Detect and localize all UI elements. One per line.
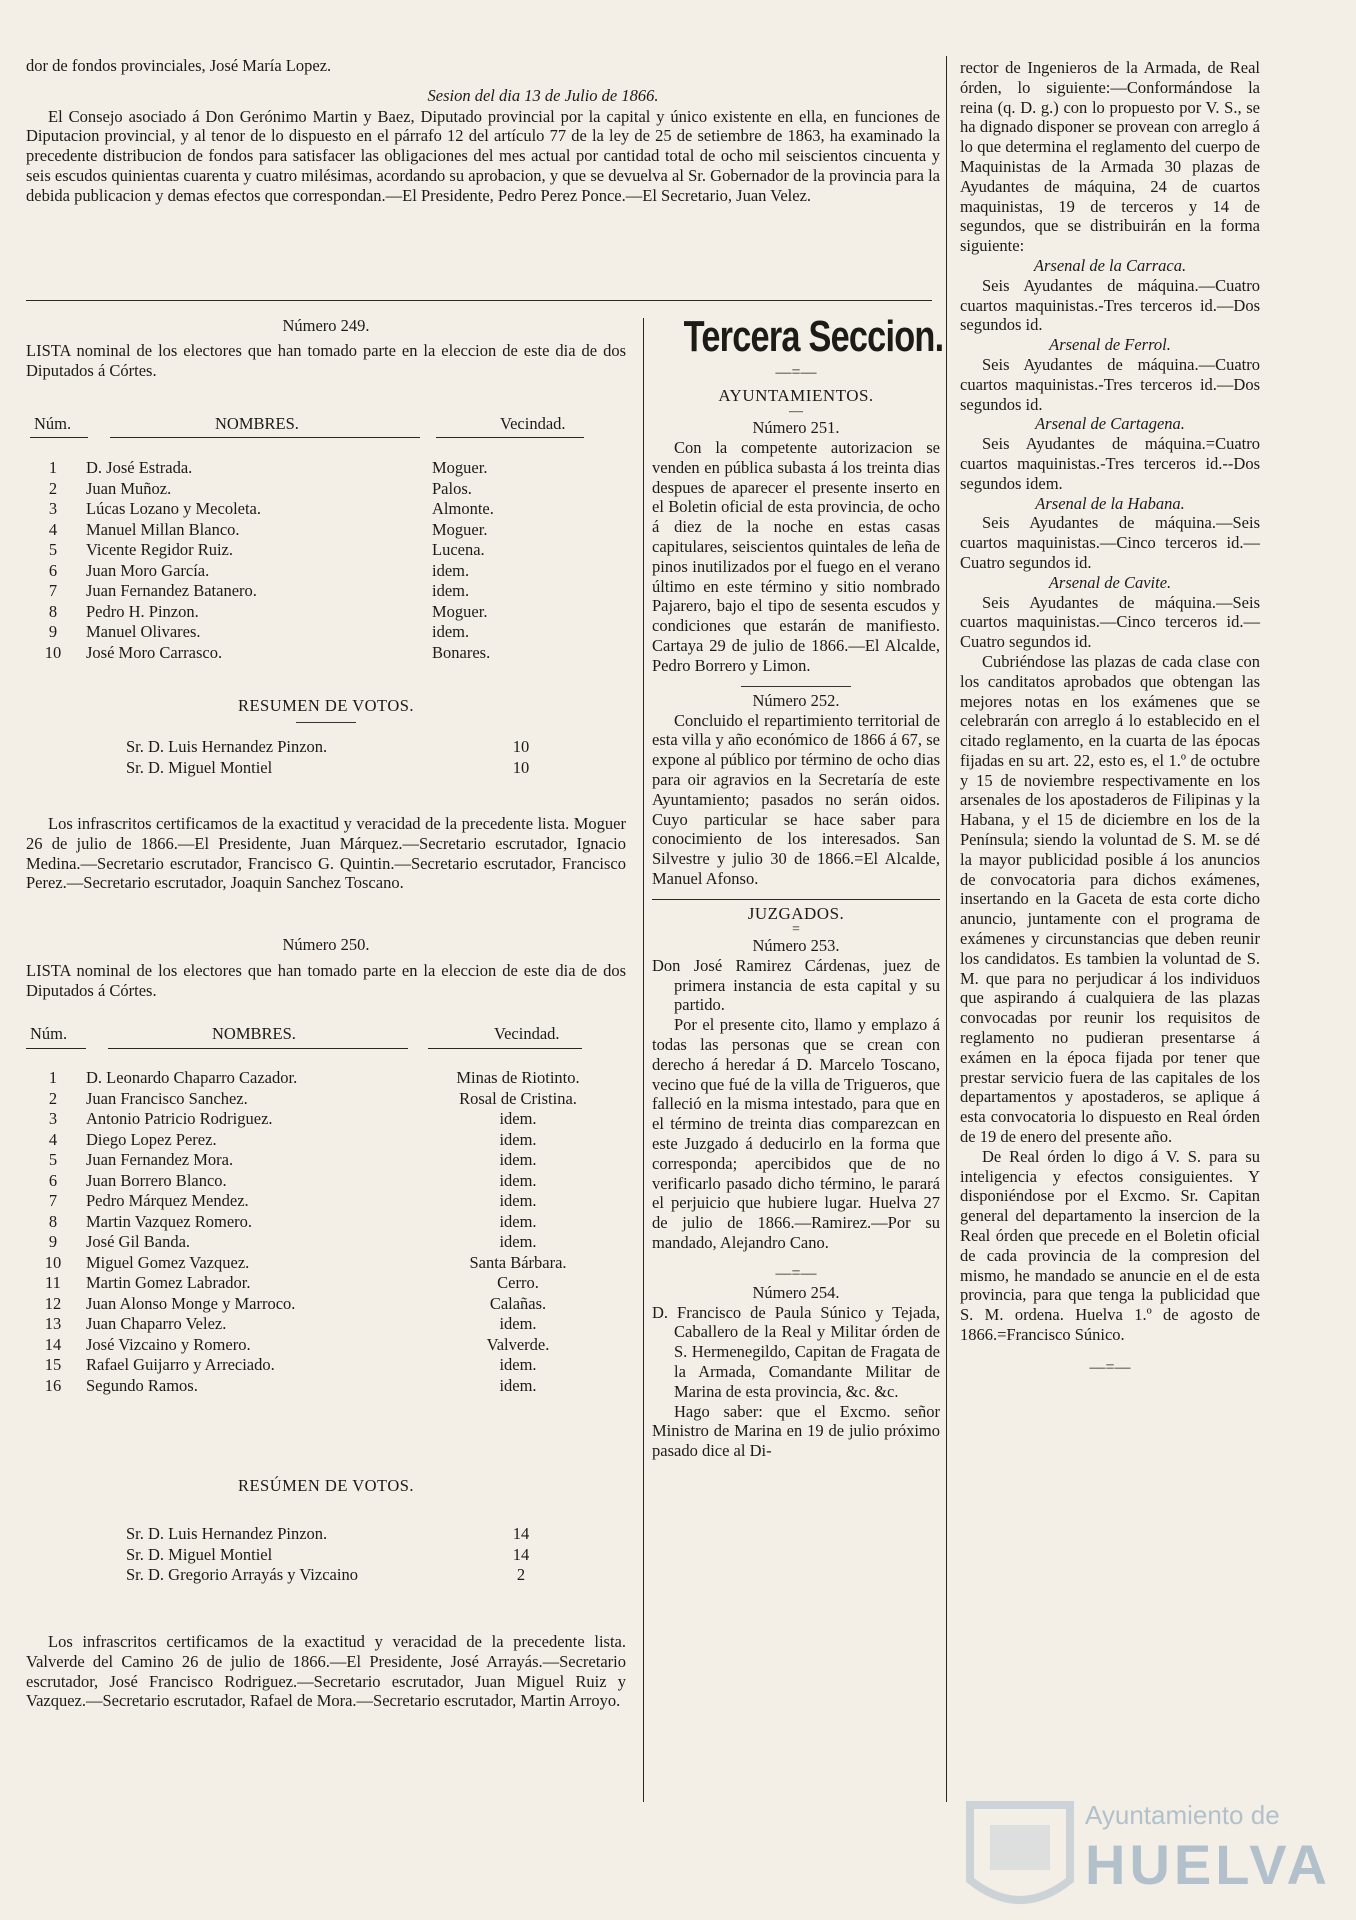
short-rule — [296, 722, 356, 723]
table-row — [30, 1150, 602, 1171]
row-name: Pedro Márquez Mendez. — [86, 1191, 249, 1210]
row-vecindad: Moguer. — [432, 458, 488, 477]
vote-count: 14 — [512, 1524, 530, 1543]
table-row — [30, 1191, 602, 1212]
header-rule — [110, 437, 420, 438]
notice-254-text: Hago saber: que el Excmo. señor Ministro de Marina en 19 de julio próximo pasado dice al Di- — [652, 1401, 940, 1461]
row-vecindad: idem. — [499, 1170, 537, 1190]
list-250-header-num: Núm. — [30, 1024, 68, 1043]
vote-count: 2 — [516, 1565, 526, 1584]
row-vecindad: idem. — [499, 1109, 537, 1128]
row-vecindad: idem. — [499, 1129, 537, 1149]
notice-254-number: Número 254. — [752, 1282, 840, 1302]
list-249-table — [30, 458, 582, 663]
table-row — [30, 1068, 602, 1089]
row-name: Vicente Regidor Ruiz. — [86, 540, 234, 559]
row-name: Manuel Millan Blanco. — [86, 519, 240, 539]
column-2 — [652, 312, 944, 1461]
row-number: 1 — [48, 1068, 58, 1087]
row-name: Juan Chaparro Velez. — [86, 1314, 227, 1333]
vote-row — [26, 758, 626, 779]
row-name: Martin Vazquez Romero. — [86, 1211, 253, 1231]
dash: — — [789, 404, 803, 419]
list-250-cert: Los infrascritos certificamos de la exactitud y veracidad de la precedente lista. Valverde del Camino 26 de julio de 1866.—El Presidente, José Arrayás.—Secretario escrutador, José Francisco Rodriguez.—Secretario escrutador, Juan Miguel Ruiz y Vazquez.—Secretario escrutador, Rafael de Mora.—Secretario escrutador, Martin Arroyo. — [26, 1632, 626, 1711]
row-vecindad: Moguer. — [432, 519, 488, 539]
table-row — [30, 520, 582, 541]
table-row — [30, 479, 582, 500]
row-number: 7 — [48, 1191, 58, 1210]
row-name: Martin Gomez Labrador. — [86, 1273, 251, 1292]
row-number: 5 — [48, 540, 58, 559]
list-249-number: Número 249. — [282, 316, 370, 335]
list-250-intro: LISTA nominal de los electores que han tomado parte en la eleccion de este dia de dos Diputados á Córtes. — [26, 961, 626, 1000]
row-name: D. Leonardo Chaparro Cazador. — [86, 1068, 298, 1087]
fragment-line: dor de fondos provinciales, José María Lopez. — [26, 56, 332, 75]
order-text-2: Cubriéndose las plazas de cada clase con los canditatos aprobados que obtengan las mejores notas en los exámenes que se celebrarán con arreglo á lo establecido en el citado reglamento, en la cuarta de las épocas fijadas en su art. 22, esto es, el 1.º de octubre y 15 de noviembre respectivamente en los arsenales de los apostaderos de Filipinas y la Habana, y el 15 de diciembre en los de la Península; siendo la voluntad de S. M. se dé la mayor publicidad posible á los anuncios de convocatoria para dichos exámenes, insertando en la Gaceta de esta corte dicho anuncio, juntamente con el programa de exámenes y circunstancias que deben reunir los candidatos. Es tambien la voluntad de S. M. que para no perjudicar á los individuos que aspirando á cualquiera de las plazas convocadas por reunir los requisitos de reglamento no pudieran presentarse á exámen en la época fijada por tener que prestar servicio fuera de las capitales de los departamentos y apostaderos, se aplique á esta convocatoria lo dispuesto en Real órden de 19 de enero del presente año. — [960, 651, 1260, 1147]
row-number: 9 — [48, 622, 58, 641]
row-number: 2 — [48, 478, 58, 498]
row-number: 3 — [48, 499, 58, 518]
top-divider — [26, 300, 932, 301]
list-249-resumen-title: RESUMEN DE VOTOS. — [237, 696, 415, 715]
arsenal-text: Seis Ayudantes de máquina.—Seis cuartos maquinistas.—Cinco terceros id.—Cuatro segundos id. — [960, 513, 1260, 572]
row-vecindad: Palos. — [432, 478, 472, 498]
ornament: —=— — [775, 364, 817, 381]
vote-count: 10 — [512, 757, 530, 777]
row-name: Pedro H. Pinzon. — [86, 601, 199, 621]
vote-candidate: Sr. D. Luis Hernandez Pinzon. — [126, 1524, 328, 1543]
equals: = — [792, 921, 800, 937]
arsenal-name: Arsenal de Cavite. — [1048, 572, 1172, 592]
row-name: José Gil Banda. — [86, 1232, 191, 1251]
row-number: 4 — [48, 1129, 58, 1149]
table-row — [30, 581, 582, 602]
section-title: Tercera Seccion. — [683, 312, 944, 361]
row-name: Rafael Guijarro y Arreciado. — [86, 1355, 275, 1374]
vote-count: 14 — [512, 1544, 530, 1564]
row-vecindad: Almonte. — [432, 499, 494, 518]
row-name: Lúcas Lozano y Mecoleta. — [86, 499, 262, 518]
row-number: 8 — [48, 601, 58, 621]
section-rule — [652, 899, 940, 900]
list-249-header-num: Núm. — [34, 414, 72, 433]
vote-candidate: Sr. D. Gregorio Arrayás y Vizcaino — [126, 1565, 358, 1584]
row-name: Antonio Patricio Rodriguez. — [86, 1109, 273, 1128]
row-number: 10 — [44, 1252, 62, 1272]
row-number: 2 — [48, 1088, 58, 1108]
table-row — [30, 1130, 602, 1151]
row-vecindad: idem. — [499, 1211, 537, 1231]
top-block — [26, 56, 940, 206]
row-name: Segundo Ramos. — [86, 1375, 198, 1395]
row-name: D. José Estrada. — [86, 458, 193, 477]
notice-254-header: D. Francisco de Paula Súnico y Tejada, Caballero de la Real y Militar órden de S. Hermenegildo, Capitan de Fragata de la Armada, Comandante Militar de Marina de esta provincia, &c. &c. — [652, 1302, 940, 1401]
row-vecindad: Minas de Riotinto. — [456, 1068, 580, 1087]
row-vecindad: Cerro. — [497, 1273, 539, 1292]
arsenal-text: Seis Ayudantes de máquina.—Cuatro cuartos maquinistas.-Tres terceros id.—Dos segundos id. — [960, 275, 1260, 335]
column-3 — [960, 58, 1260, 1377]
table-row — [30, 1089, 602, 1110]
row-name: Manuel Olivares. — [86, 622, 201, 641]
row-number: 16 — [44, 1375, 62, 1395]
table-row — [30, 1376, 602, 1397]
row-name: Juan Muñoz. — [86, 478, 172, 498]
table-row — [30, 561, 582, 582]
list-249-cert: Los infrascritos certificamos de la exactitud y veracidad de la precedente lista. Moguer 26 de julio de 1866.—El Presidente, Juan Márquez.—Secretario escrutador, Ignacio Medina.—Secretario escrutador, Francisco G. Quintin.—Secretario escrutador, Francisco Perez.—Secretario escrutador, Joaquin Sanchez Toscano. — [26, 814, 626, 893]
row-number: 10 — [44, 642, 62, 662]
table-row — [30, 1355, 602, 1376]
arsenal-text: Seis Ayudantes de máquina.—Seis cuartos maquinistas.—Cinco terceros id.—Cuatro segundos id. — [960, 592, 1260, 652]
row-name: Diego Lopez Perez. — [86, 1129, 217, 1149]
table-row — [30, 1294, 602, 1315]
header-rule — [436, 437, 584, 438]
row-number: 6 — [48, 1170, 58, 1190]
table-row — [30, 458, 582, 479]
vote-candidate: Sr. D. Miguel Montiel — [126, 1544, 273, 1564]
header-rule — [108, 1048, 408, 1049]
table-row — [30, 1273, 602, 1294]
table-row — [30, 1314, 602, 1335]
row-number: 11 — [45, 1273, 61, 1292]
vote-row — [26, 1565, 626, 1586]
row-vecindad: idem. — [432, 581, 470, 600]
row-name: Juan Moro García. — [86, 560, 210, 580]
watermark-line-1: Ayuntamiento de — [1085, 1800, 1280, 1830]
table-row — [30, 540, 582, 561]
list-249 — [26, 316, 626, 381]
table-row — [30, 499, 582, 520]
notice-252-number: Número 252. — [752, 690, 840, 710]
arsenal-name: Arsenal de la Habana. — [1035, 493, 1185, 513]
vote-row — [26, 1524, 626, 1545]
row-number: 13 — [44, 1314, 62, 1333]
notice-253-text: Por el presente cito, llamo y emplazo á todas las personas que se crean con derecho á heredar á D. Marcelo Toscano, vecino que fué de la villa de Trigueros, que falleció en la misma intestado, para que en el término de treinta dias comparezcan en este Juzgado á deducirlo en la forma que corresponda; apercibidos que de no verificarlo pasado dicho término, le parará el perjuicio que hubiere lugar. Huelva 27 de julio de 1866.—Ramirez.—Por su mandado, Alejandro Cano. — [652, 1015, 940, 1252]
order-text-3: De Real órden lo digo á V. S. para su inteligencia y efectos consiguientes. Y disponiéndose por el Excmo. Sr. Capitan general del departamento la insercion de la Real órden que precede en el Boletin oficial de cada provincia de la compresion del mismo, he mandado se anuncie en el de esta provincia, para que tenga la publicidad que S. M. ordena. Huelva 1.º de agosto de 1866.=Francisco Súnico. — [960, 1146, 1260, 1344]
list-249-header-vec: Vecindad. — [500, 414, 566, 433]
table-row — [30, 643, 582, 664]
table-row — [30, 1253, 602, 1274]
list-250-summary — [26, 1476, 626, 1586]
row-number: 1 — [48, 458, 58, 477]
vote-count: 10 — [512, 737, 530, 756]
column-rule-1 — [643, 318, 644, 1802]
arsenal-name: Arsenal de Cartagena. — [1035, 414, 1185, 434]
row-number: 8 — [48, 1211, 58, 1231]
list-250-number: Número 250. — [282, 935, 370, 954]
row-vecindad: idem. — [499, 1355, 537, 1374]
row-vecindad: idem. — [499, 1150, 537, 1169]
row-number: 3 — [48, 1109, 58, 1128]
list-250-resumen-title: RESÚMEN DE VOTOS. — [237, 1476, 415, 1495]
row-number: 6 — [48, 560, 58, 580]
row-name: José Vizcaino y Romero. — [86, 1334, 251, 1354]
list-249-summary — [26, 696, 626, 778]
row-vecindad: Santa Bárbara. — [469, 1252, 567, 1272]
list-249-header-names: NOMBRES. — [215, 414, 299, 433]
column-rule-2 — [946, 56, 947, 1802]
vote-candidate: Sr. D. Miguel Montiel — [126, 757, 273, 777]
header-rule — [30, 437, 88, 438]
table-row — [30, 622, 582, 643]
table-row — [30, 1232, 602, 1253]
table-row — [30, 1171, 602, 1192]
row-vecindad: idem. — [499, 1191, 537, 1210]
row-name: Juan Francisco Sanchez. — [86, 1088, 248, 1108]
row-name: Juan Fernandez Batanero. — [86, 581, 257, 600]
header-rule — [26, 1048, 86, 1049]
row-vecindad: idem. — [499, 1232, 537, 1251]
row-name: Miguel Gomez Vazquez. — [86, 1252, 250, 1272]
row-number: 9 — [48, 1232, 58, 1251]
row-vecindad: idem. — [499, 1375, 537, 1395]
session-body: El Consejo asociado á Don Gerónimo Martin y Baez, Diputado provincial por la capital y único existente en ella, en funciones de Diputacion provincial, y al tenor de lo dispuesto en el párrafo 12 del artículo 77 de la ley de 25 de setiembre de 1863, ha examinado la precedente distribucion de fondos para satisfacer las obligaciones del mes actual por cantidad total de ocho mil seiscientos cincuenta y seis escudos quinientas cuarenta y cuatro milésimas, acordando su aprobacion, y que se devuelva al Sr. Gobernador de la provincia para la debida publicacion y demas efectos que correspondan.—El Presidente, Pedro Perez Ponce.—El Secretario, Juan Velez. — [26, 106, 940, 205]
list-249-intro: LISTA nominal de los electores que han tomado parte en la eleccion de este dia de dos Diputados á Córtes. — [26, 341, 626, 380]
vote-candidate: Sr. D. Luis Hernandez Pinzon. — [126, 737, 328, 756]
table-row — [30, 602, 582, 623]
arsenal-name: Arsenal de la Carraca. — [1033, 255, 1187, 275]
row-number: 5 — [48, 1150, 58, 1169]
watermark-line-2: HUELVA — [1085, 1833, 1331, 1896]
notice-251-text: Con la competente autorizacion se venden en pública subasta á los treinta dias despues de aparecer el presente inserto en el Boletin oficial de esta provincia, de ocho á diez de la noche en estas casas capitulares, seiscientos quintales de leña de pinos inutilizados por el fuego en el verano último en este término y sitio nombrado Pajarero, bajo el tipo de sesenta escudos y condiciones que estarán de manifiesto. Cartaya 29 de julio de 1866.—El Alcalde, Pedro Borrero y Limon. — [652, 438, 940, 675]
session-title: Sesion del dia 13 de Julio de 1866. — [427, 85, 659, 105]
list-250-table — [30, 1068, 602, 1396]
header-rule — [428, 1048, 582, 1049]
row-vecindad: Calañas. — [489, 1293, 547, 1313]
ornament: —=— — [775, 1264, 817, 1282]
row-name: Juan Borrero Blanco. — [86, 1170, 227, 1190]
list-250-header-names: NOMBRES. — [212, 1024, 296, 1043]
row-vecindad: Lucena. — [432, 540, 485, 559]
arsenal-text: Seis Ayudantes de máquina.=Cuatro cuartos maquinistas.-Tres terceros id.--Dos segundos idem. — [960, 434, 1260, 493]
row-vecindad: idem. — [499, 1314, 537, 1333]
row-vecindad: Bonares. — [432, 642, 491, 662]
row-vecindad: idem. — [432, 560, 470, 580]
arsenal-text: Seis Ayudantes de máquina.—Cuatro cuartos maquinistas.-Tres terceros id.—Dos segundos id. — [960, 354, 1260, 414]
table-row — [30, 1335, 602, 1356]
arsenal-name: Arsenal de Ferrol. — [1049, 335, 1171, 355]
row-name: Juan Alonso Monge y Marroco. — [86, 1293, 296, 1313]
row-number: 14 — [44, 1334, 62, 1354]
notice-253-number: Número 253. — [752, 935, 840, 955]
row-number: 15 — [44, 1355, 62, 1374]
short-rule — [741, 686, 851, 687]
row-name: Juan Fernandez Mora. — [86, 1150, 234, 1169]
ornament: —=— — [1089, 1358, 1131, 1376]
row-vecindad: Moguer. — [432, 601, 488, 621]
notice-252-text: Concluido el repartimiento territorial de esta villa y año económico de 1866 á 67, se expone al público por término de ocho dias para oir agravios en la Secretaría de este Ayuntamiento; pasados no serán oidos. Cuyo particular se hace saber para conocimiento de los interesados. San Silvestre y julio 30 de 1866.=El Alcalde, Manuel Afonso. — [652, 710, 940, 888]
table-row — [30, 1109, 602, 1130]
vote-row — [26, 1545, 626, 1566]
vote-row — [26, 737, 626, 758]
juzgados-heading: JUZGADOS. — [747, 903, 845, 923]
notice-251-number: Número 251. — [752, 418, 840, 437]
row-number: 4 — [48, 519, 58, 539]
row-vecindad: idem. — [432, 622, 470, 641]
notice-253-header: Don José Ramirez Cárdenas, juez de primera instancia de esta capital y su partido. — [652, 955, 940, 1015]
order-text-1: rector de Ingenieros de la Armada, de Real órden, lo siguiente:—Conformándose la reina (q. D. g.) con lo propuesto por V. S., se ha dignado disponer se provean con arreglo á lo que determina el reglamento del cuerpo de Maquinistas de la Armada 30 plazas de Ayudantes de máquina, 24 de cuartos maquinistas, 19 de terceros y 14 de segundos, que se distribuirán en la forma siguiente: — [960, 58, 1260, 256]
row-number: 12 — [44, 1293, 62, 1313]
list-250-cert-block — [26, 1632, 626, 1711]
row-number: 7 — [48, 581, 58, 600]
list-250-header-vec: Vecindad. — [494, 1024, 560, 1043]
list-250 — [26, 935, 626, 1001]
row-vecindad: Valverde. — [486, 1334, 550, 1354]
row-vecindad: Rosal de Cristina. — [459, 1088, 577, 1108]
row-name: José Moro Carrasco. — [86, 642, 223, 662]
list-249-cert-block — [26, 814, 626, 893]
ayuntamientos-heading: AYUNTAMIENTOS. — [718, 386, 874, 405]
table-row — [30, 1212, 602, 1233]
